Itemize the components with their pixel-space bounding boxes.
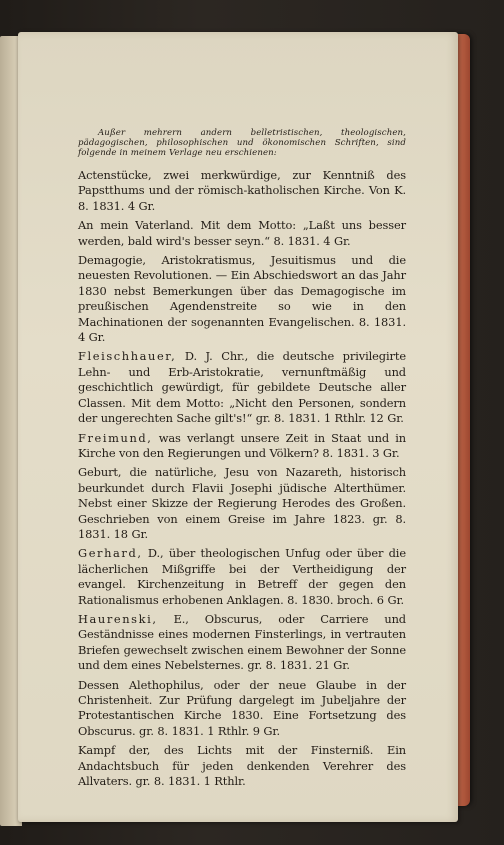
catalog-entry bbox=[78, 743, 406, 789]
catalog-entry bbox=[78, 465, 406, 542]
catalog-entry bbox=[78, 168, 406, 214]
book-page bbox=[18, 32, 458, 822]
catalog-entry bbox=[78, 218, 406, 249]
entry-text: D., über theologischen Unfug oder über die lächerlichen Mißgriffe bei der Vertheidigung der evangel. Kirchenzeitung in Betreff der gegen den Rationalismus erhobenen Anklagen. 8. 1830. broch. 6 Gr. bbox=[78, 546, 406, 607]
entry-author: Fleischhauer, bbox=[78, 349, 177, 364]
entry-text: was verlangt unsere Zeit in Staat und in Kirche von den Regierungen und Völkern? 8. 1831. 3 Gr. bbox=[78, 430, 406, 460]
catalog-entry bbox=[78, 431, 406, 462]
entry-text: E., Obscurus, oder Carriere und Geständnisse eines modernen Finsterlings, in vertrauten Briefen gewechselt zwischen einem Bewohner der Sonne und dem eines Nebelsternes. gr. 8. 1831. 21 Gr. bbox=[78, 611, 406, 673]
catalog-entry bbox=[78, 678, 406, 740]
catalog-entry bbox=[78, 612, 406, 674]
catalog-entry bbox=[78, 546, 406, 608]
entry-author: Gerhard, bbox=[78, 546, 143, 561]
entry-author: Freimund, bbox=[78, 430, 153, 445]
catalog-entry bbox=[78, 253, 406, 345]
page-content bbox=[78, 128, 406, 793]
entry-author: Haurenski, bbox=[78, 611, 158, 626]
entry-text: Kampf der, des Lichts mit der Finsterniß. Ein Andachtsbuch für jeden denkenden Verehrer des Allvaters. gr. 8. 1831. 1 Rthlr. bbox=[78, 743, 406, 789]
entry-text: Dessen Alethophilus, oder der neue Glaube in der Christenheit. Zur Prüfung dargelegt im Jubeljahre der Protestantischen Kirche 1830. Eine Fortsetzung des Obscurus. gr. 8. 1831. 1 Rthlr. 9 Gr. bbox=[78, 677, 406, 738]
entry-text: Geburt, die natürliche, Jesu von Nazareth, historisch beurkundet durch Flavii Josephi jüdische Alterthümer. Nebst einer Skizze der Regierung Herodes des Großen. Geschrieben von einem Greise im Jahre 1823. gr. 8. 1831. 18 Gr. bbox=[78, 465, 406, 541]
entry-text: D. J. Chr., die deutsche privilegirte Lehn- und Erb-Aristokratie, vernunftmäßig und geschichtlich gewürdigt, für gebildete Deutsche aller Classen. Mit dem Motto: „Nicht den Personen, sondern der ungerechten Sache gilt's!“ gr. 8. 1831. 1 Rthlr. 12 Gr. bbox=[78, 349, 406, 426]
entry-text: Demagogie, Aristokratismus, Jesuitismus und die neuesten Revolutionen. — Ein Abschiedswort an das Jahr 1830 nebst Bemerkungen über das Demagogische im preußischen Agendenstreite so wie in den Machinationen der sogenannten Evangelischen. 8. 1831. 4 Gr. bbox=[78, 253, 406, 345]
catalog-entry bbox=[78, 349, 406, 426]
entry-text: Actenstücke, zwei merkwürdige, zur Kenntniß des Papstthums und der römisch-katholischen Kirche. Von K. 8. 1831. 4 Gr. bbox=[78, 168, 406, 213]
publisher-intro: Außer mehrern andern belletristischen, theologischen, pädagogischen, philosophischen und ökonomischen Schriften, sind folgende in meinem Verlage neu erschienen: bbox=[78, 128, 406, 158]
entry-text: An mein Vaterland. Mit dem Motto: „Laßt uns besser werden, bald wird's besser seyn.“ 8. 1831. 4 Gr. bbox=[78, 218, 406, 248]
